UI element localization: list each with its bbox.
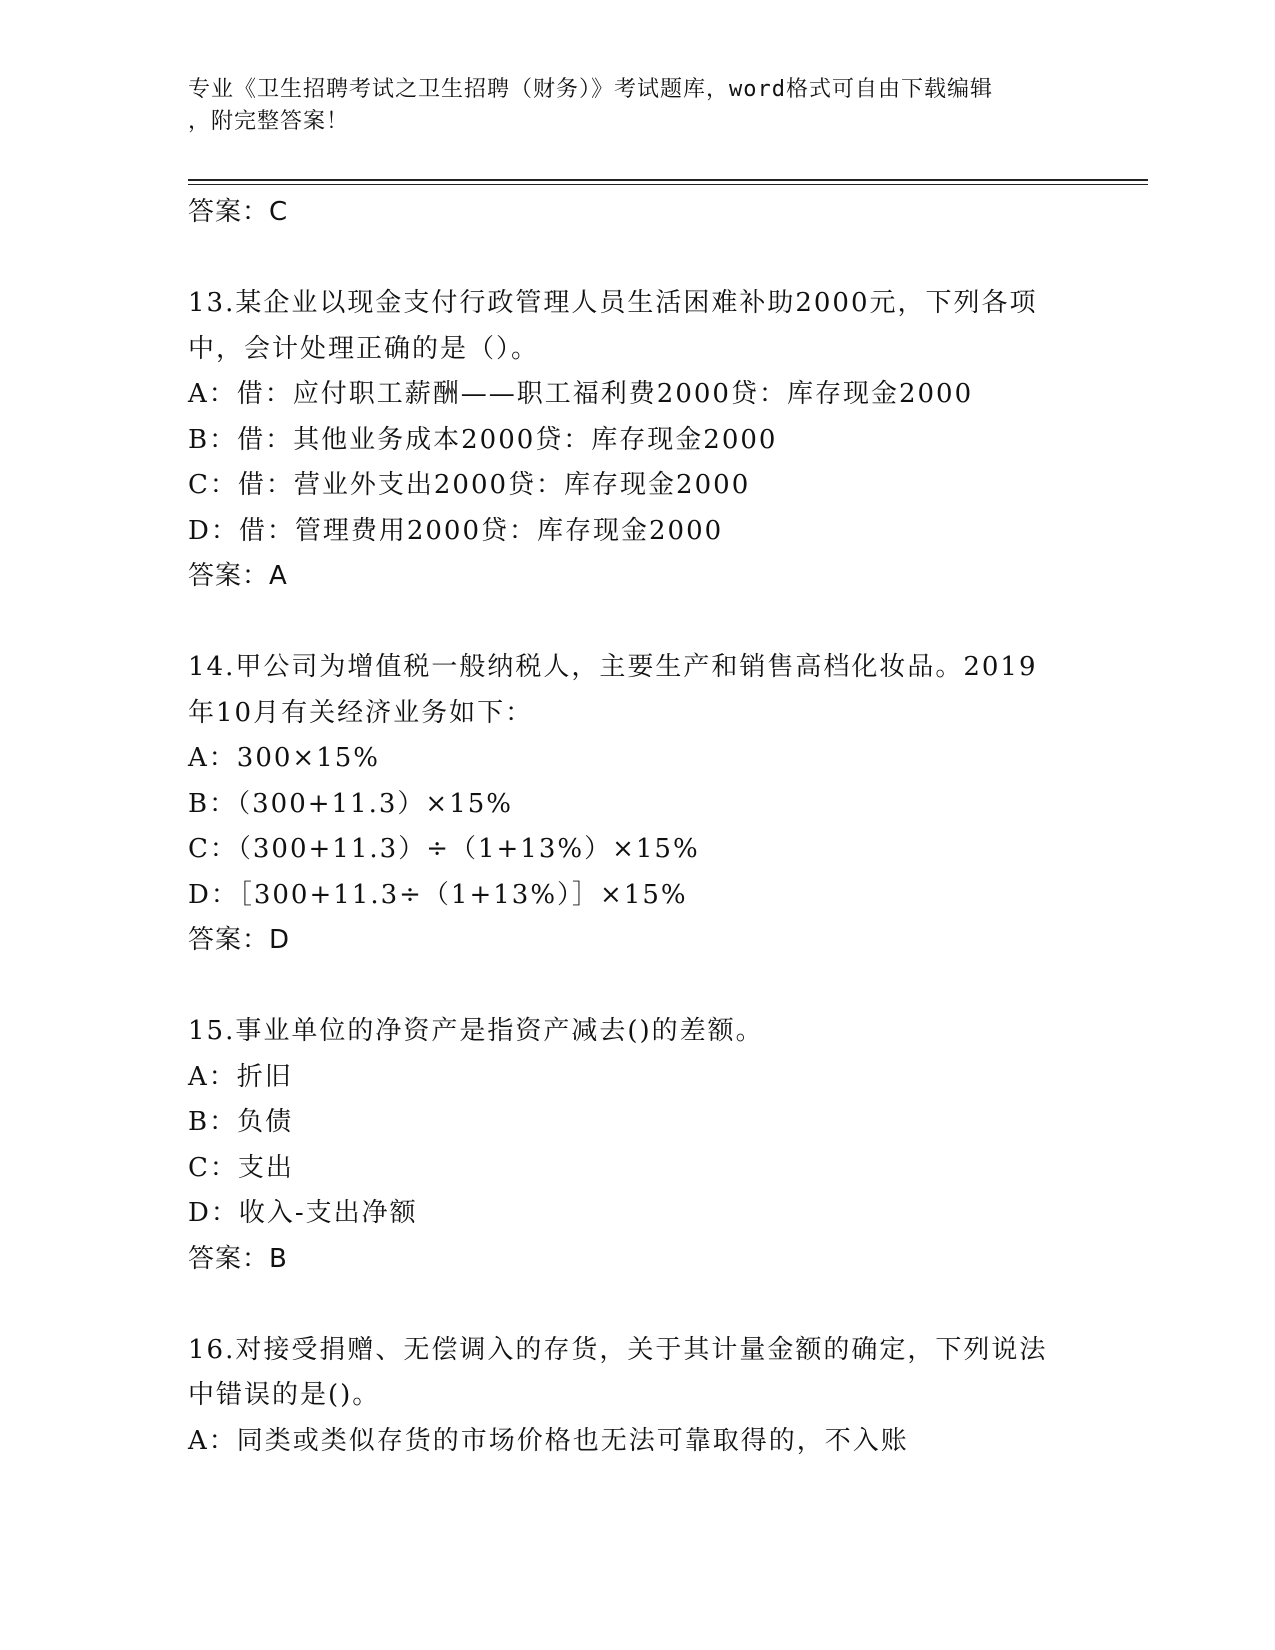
header-line-2: ，附完整答案！ xyxy=(188,109,350,134)
option-a: A：300×15% xyxy=(188,743,380,773)
option-b: B：负债 xyxy=(188,1107,294,1137)
question-block xyxy=(188,645,1088,964)
option-d: D：收入-支出净额 xyxy=(188,1198,418,1228)
question-block xyxy=(188,1328,1088,1465)
question-block xyxy=(188,1009,1088,1282)
question-stem-line: 中，会计处理正确的是（）。 xyxy=(188,333,540,364)
spacer xyxy=(188,964,1088,1010)
header-rule-thick xyxy=(188,179,1148,181)
option-d: D：［300+11.3÷（1+13%）］×15% xyxy=(188,879,688,910)
question-stem-line: 13.某企业以现金支付行政管理人员生活困难补助2000元，下列各项 xyxy=(188,288,1038,318)
option-c: C：借：营业外支出2000贷：库存现金2000 xyxy=(188,470,751,500)
question-stem-line: 中错误的是()。 xyxy=(188,1380,381,1410)
header-rule-thin xyxy=(188,184,1148,185)
option-c: C：（300+11.3）÷（1+13%）×15% xyxy=(188,834,700,864)
option-b: B：借：其他业务成本2000贷：库存现金2000 xyxy=(188,424,778,455)
answer-line: 答案：D xyxy=(188,925,291,955)
question-stem-line: 年10月有关经济业务如下： xyxy=(188,697,534,728)
answer-line: 答案：A xyxy=(188,561,288,591)
header-line-1: 专业《卫生招聘考试之卫生招聘（财务）》考试题库，word格式可自由下载编辑 xyxy=(188,77,993,102)
option-c: C：支出 xyxy=(188,1152,294,1183)
spacer xyxy=(188,600,1088,646)
spacer xyxy=(188,1282,1088,1328)
document-header xyxy=(188,74,1068,138)
option-a: A：借：应付职工薪酬——职工福利费2000贷：库存现金2000 xyxy=(188,379,974,409)
option-d: D：借：管理费用2000贷：库存现金2000 xyxy=(188,515,724,546)
option-a: A：同类或类似存货的市场价格也无法可靠取得的，不入账 xyxy=(188,1425,909,1456)
option-a: A：折旧 xyxy=(188,1061,293,1092)
question-stem-line: 16.对接受捐赠、无偿调入的存货，关于其计量金额的确定，下列说法 xyxy=(188,1334,1048,1365)
answer-line: 答案：B xyxy=(188,1243,288,1274)
question-block xyxy=(188,281,1088,600)
question-list xyxy=(188,190,1088,1464)
answer-line: 答案：C xyxy=(188,197,289,227)
question-stem-line: 15.事业单位的净资产是指资产减去()的差额。 xyxy=(188,1016,764,1046)
option-b: B：（300+11.3）×15% xyxy=(188,788,513,819)
question-stem-line: 14.甲公司为增值税一般纳税人，主要生产和销售高档化妆品。2019 xyxy=(188,652,1038,682)
spacer xyxy=(188,236,1088,282)
